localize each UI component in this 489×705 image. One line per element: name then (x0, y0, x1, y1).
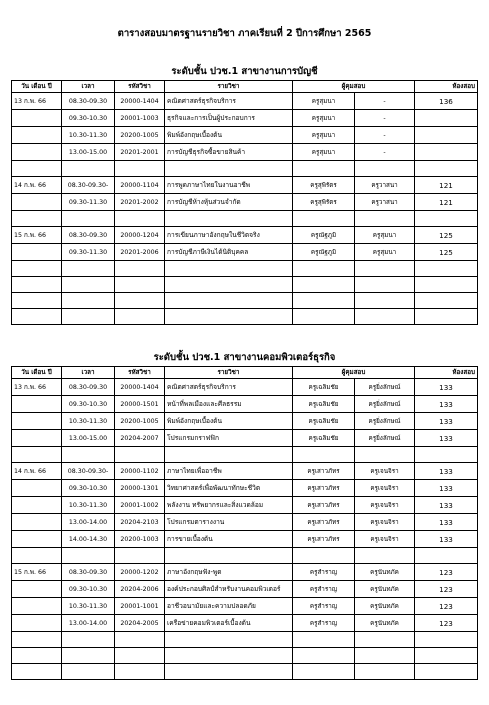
table-row (12, 93, 478, 110)
empty-cell (355, 548, 415, 564)
cell-date (12, 531, 62, 548)
cell-proctor-2: ครูเจนจิรา (355, 480, 415, 497)
blank-row (12, 211, 478, 227)
empty-cell (293, 309, 355, 325)
empty-cell (355, 261, 415, 277)
cell-code: 20201-2001 (115, 144, 165, 161)
cell-time: 10.30-11.30 (62, 598, 115, 615)
empty-cell (165, 648, 293, 664)
cell-code: 20204-2006 (115, 581, 165, 598)
cell-date: 15 ก.พ. 66 (12, 564, 62, 581)
cell-subject: เครือข่ายคอมพิวเตอร์เบื้องต้น (165, 615, 293, 632)
empty-cell (355, 293, 415, 309)
empty-cell (165, 632, 293, 648)
table-body (12, 379, 478, 680)
cell-code: 20201-2006 (115, 244, 165, 261)
cell-room: 123 (415, 598, 478, 615)
cell-room: 133 (415, 480, 478, 497)
cell-date (12, 615, 62, 632)
cell-code: 20204-2007 (115, 430, 165, 447)
cell-proctor-2: ครูเจนจิรา (355, 514, 415, 531)
cell-time: 13.00-14.00 (62, 514, 115, 531)
empty-cell (62, 664, 115, 680)
section-title-accounting: ระดับชั้น ปวช.1 สาขางานการบัญชี (171, 66, 318, 77)
cell-proctor-2: - (355, 110, 415, 127)
empty-cell (355, 648, 415, 664)
empty-cell (115, 548, 165, 564)
cell-subject: ธุรกิจและการเป็นผู้ประกอบการ (165, 110, 293, 127)
cell-proctor-2: ครูสุมนา (355, 244, 415, 261)
table-row (12, 615, 478, 632)
header-room: ห้องสอบ (415, 81, 478, 93)
empty-cell (12, 632, 62, 648)
cell-room: 125 (415, 227, 478, 244)
cell-proctor-1: ครูสุมนา (293, 144, 355, 161)
cell-room (415, 144, 478, 161)
blank-row (12, 293, 478, 309)
exam-table-accounting (11, 80, 478, 325)
cell-code: 20204-2005 (115, 615, 165, 632)
cell-proctor-2: ครูนันทภัค (355, 581, 415, 598)
cell-proctor-1: ครูสำราญ (293, 564, 355, 581)
cell-room: 123 (415, 615, 478, 632)
blank-row (12, 447, 478, 463)
header-subject: รายวิชา (165, 81, 293, 93)
cell-code: 20000-1404 (115, 93, 165, 110)
empty-cell (165, 447, 293, 463)
table-row (12, 480, 478, 497)
empty-cell (115, 632, 165, 648)
empty-cell (12, 211, 62, 227)
cell-date (12, 598, 62, 615)
table-row (12, 177, 478, 194)
empty-cell (165, 211, 293, 227)
cell-time: 09.30-10.30 (62, 396, 115, 413)
table-row (12, 514, 478, 531)
empty-cell (293, 261, 355, 277)
cell-room: 136 (415, 93, 478, 110)
table-row (12, 379, 478, 396)
cell-room: 133 (415, 396, 478, 413)
cell-room: 133 (415, 497, 478, 514)
cell-date (12, 480, 62, 497)
empty-cell (12, 648, 62, 664)
cell-time: 09.30-10.30 (62, 581, 115, 598)
cell-proctor-1: ครูสุพิรัตร (293, 194, 355, 211)
cell-code: 20200-1003 (115, 531, 165, 548)
cell-subject: การเขียนภาษาอังกฤษในชีวิตจริง (165, 227, 293, 244)
table-row (12, 244, 478, 261)
cell-code: 20000-1501 (115, 396, 165, 413)
cell-proctor-2: ครูยิ่งลักษณ์ (355, 430, 415, 447)
empty-cell (415, 664, 478, 680)
cell-date: 13 ก.พ. 66 (12, 379, 62, 396)
table-row (12, 144, 478, 161)
empty-cell (12, 664, 62, 680)
table-header-row (12, 81, 478, 93)
empty-cell (115, 261, 165, 277)
cell-code: 20001-1002 (115, 497, 165, 514)
cell-time: 10.30-11.30 (62, 413, 115, 430)
cell-subject: วิทยาศาสตร์เพื่อพัฒนาทักษะชีวิต (165, 480, 293, 497)
cell-proctor-1: ครูเฉลิมชัย (293, 413, 355, 430)
cell-code: 20001-1003 (115, 110, 165, 127)
cell-subject: พิมพ์อังกฤษเบื้องต้น (165, 413, 293, 430)
cell-room: 121 (415, 194, 478, 211)
cell-time: 08.30-09.30 (62, 227, 115, 244)
header-proctor: ผู้คุมสอบ (293, 81, 415, 93)
empty-cell (115, 161, 165, 177)
cell-code: 20201-2002 (115, 194, 165, 211)
cell-time: 10.30-11.30 (62, 127, 115, 144)
empty-cell (62, 447, 115, 463)
empty-cell (12, 548, 62, 564)
table-row (12, 413, 478, 430)
cell-room: 123 (415, 581, 478, 598)
cell-time: 08.30-09.30- (62, 463, 115, 480)
cell-time: 10.30-11.30 (62, 497, 115, 514)
cell-date (12, 396, 62, 413)
empty-cell (12, 261, 62, 277)
cell-subject: การขายเบื้องต้น (165, 531, 293, 548)
header-room: ห้องสอบ (415, 367, 478, 379)
cell-subject: คณิตศาสตร์ธุรกิจบริการ (165, 379, 293, 396)
empty-cell (415, 277, 478, 293)
cell-time: 08.30-09.30 (62, 379, 115, 396)
cell-proctor-1: ครูเสาวภัทร (293, 497, 355, 514)
cell-date (12, 127, 62, 144)
empty-cell (62, 632, 115, 648)
table-row (12, 110, 478, 127)
empty-cell (293, 277, 355, 293)
cell-proctor-1: ครูเสาวภัทร (293, 463, 355, 480)
exam-table-computer-business (11, 366, 478, 680)
cell-subject: องค์ประกอบศิลป์สำหรับงานคอมพิวเตอร์ (165, 581, 293, 598)
empty-cell (355, 447, 415, 463)
empty-cell (62, 161, 115, 177)
blank-row (12, 161, 478, 177)
cell-time: 08.30-09.30- (62, 177, 115, 194)
cell-code: 20001-1001 (115, 598, 165, 615)
cell-room: 133 (415, 430, 478, 447)
cell-code: 20000-1301 (115, 480, 165, 497)
empty-cell (415, 309, 478, 325)
header-date: วัน เดือน ปี (12, 81, 62, 93)
page-title: ตารางสอบมาตรฐานรายวิชา ภาคเรียนที่ 2 ปีการศึกษา 2565 (117, 28, 372, 39)
empty-cell (115, 309, 165, 325)
cell-time: 09.30-11.30 (62, 194, 115, 211)
cell-code: 20200-1005 (115, 413, 165, 430)
cell-time: 14.00-14.30 (62, 531, 115, 548)
empty-cell (293, 447, 355, 463)
empty-cell (62, 261, 115, 277)
empty-cell (415, 261, 478, 277)
empty-cell (293, 293, 355, 309)
empty-cell (293, 664, 355, 680)
cell-date: 15 ก.พ. 66 (12, 227, 62, 244)
empty-cell (355, 277, 415, 293)
table-row (12, 531, 478, 548)
cell-proctor-1: ครูสุมนา (293, 127, 355, 144)
empty-cell (165, 293, 293, 309)
blank-row (12, 632, 478, 648)
empty-cell (12, 161, 62, 177)
cell-proctor-1: ครูสุพิรัตร (293, 177, 355, 194)
cell-subject: พิมพ์อังกฤษเบื้องต้น (165, 127, 293, 144)
empty-cell (293, 548, 355, 564)
blank-row (12, 277, 478, 293)
header-subject: รายวิชา (165, 367, 293, 379)
cell-room: 133 (415, 413, 478, 430)
blank-row (12, 261, 478, 277)
cell-proctor-1: ครูสุมนา (293, 93, 355, 110)
cell-time: 09.30-10.30 (62, 480, 115, 497)
empty-cell (12, 447, 62, 463)
empty-cell (115, 664, 165, 680)
cell-date (12, 430, 62, 447)
table-row (12, 430, 478, 447)
cell-proctor-1: ครูณัฐภูมิ (293, 244, 355, 261)
header-code: รหัสวิชา (115, 367, 165, 379)
cell-room: 133 (415, 463, 478, 480)
empty-cell (293, 211, 355, 227)
empty-cell (62, 648, 115, 664)
empty-cell (355, 161, 415, 177)
cell-proctor-1: ครูสำราญ (293, 615, 355, 632)
cell-subject: อาชีวอนามัยและความปลอดภัย (165, 598, 293, 615)
cell-room: 133 (415, 379, 478, 396)
cell-time: 08.30-09.30 (62, 93, 115, 110)
table-row (12, 564, 478, 581)
table-row (12, 497, 478, 514)
cell-subject: โปรแกรมตารางงาน (165, 514, 293, 531)
empty-cell (415, 211, 478, 227)
table-row (12, 227, 478, 244)
cell-time: 08.30-09.30 (62, 564, 115, 581)
empty-cell (115, 447, 165, 463)
blank-row (12, 309, 478, 325)
cell-subject: การพูดภาษาไทยในงานอาชีพ (165, 177, 293, 194)
cell-subject: การบัญชีห้างหุ้นส่วนจำกัด (165, 194, 293, 211)
table-header-row (12, 367, 478, 379)
cell-code: 20200-1005 (115, 127, 165, 144)
cell-proctor-2: ครูเจนจิรา (355, 463, 415, 480)
cell-date (12, 110, 62, 127)
cell-room: 123 (415, 564, 478, 581)
cell-date (12, 514, 62, 531)
cell-date (12, 413, 62, 430)
cell-date (12, 244, 62, 261)
empty-cell (415, 447, 478, 463)
cell-room: 133 (415, 531, 478, 548)
cell-subject: ภาษาไทยเพื่ออาชีพ (165, 463, 293, 480)
header-code: รหัสวิชา (115, 81, 165, 93)
cell-room: 121 (415, 177, 478, 194)
cell-room (415, 110, 478, 127)
cell-room: 125 (415, 244, 478, 261)
cell-proctor-2: ครูวาสนา (355, 194, 415, 211)
cell-proctor-1: ครูเฉลิมชัย (293, 396, 355, 413)
cell-proctor-2: - (355, 93, 415, 110)
cell-code: 20000-1204 (115, 227, 165, 244)
empty-cell (415, 648, 478, 664)
cell-proctor-2: ครูยิ่งลักษณ์ (355, 396, 415, 413)
table-row (12, 463, 478, 480)
cell-date (12, 497, 62, 514)
cell-proctor-2: ครูเจนจิรา (355, 531, 415, 548)
cell-proctor-2: ครูยิ่งลักษณ์ (355, 413, 415, 430)
empty-cell (165, 277, 293, 293)
empty-cell (415, 548, 478, 564)
cell-proctor-2: ครูสุมนา (355, 227, 415, 244)
empty-cell (165, 261, 293, 277)
empty-cell (293, 648, 355, 664)
empty-cell (415, 161, 478, 177)
empty-cell (62, 211, 115, 227)
cell-time: 09.30-10.30 (62, 110, 115, 127)
cell-time: 13.00-15.00 (62, 430, 115, 447)
cell-proctor-2: ครูนันทภัค (355, 615, 415, 632)
table-body (12, 93, 478, 325)
cell-proctor-2: - (355, 144, 415, 161)
table-row (12, 396, 478, 413)
empty-cell (62, 293, 115, 309)
cell-subject: ภาษาอังกฤษฟัง-พูด (165, 564, 293, 581)
empty-cell (115, 277, 165, 293)
cell-proctor-2: ครูยิ่งลักษณ์ (355, 379, 415, 396)
cell-subject: การบัญชีภาษีเงินได้นิติบุคคล (165, 244, 293, 261)
cell-date (12, 581, 62, 598)
empty-cell (165, 548, 293, 564)
empty-cell (115, 293, 165, 309)
cell-subject: พลังงาน ทรัพยากรและสิ่งแวดล้อม (165, 497, 293, 514)
cell-proctor-1: ครูเสาวภัทร (293, 531, 355, 548)
empty-cell (293, 161, 355, 177)
cell-subject: คณิตศาสตร์ธุรกิจบริการ (165, 93, 293, 110)
empty-cell (115, 648, 165, 664)
blank-row (12, 548, 478, 564)
empty-cell (415, 632, 478, 648)
cell-subject: การบัญชีธุรกิจซื้อขายสินค้า (165, 144, 293, 161)
cell-time: 13.00-15.00 (62, 144, 115, 161)
cell-proctor-2: ครูวาสนา (355, 177, 415, 194)
cell-code: 20000-1102 (115, 463, 165, 480)
empty-cell (415, 293, 478, 309)
cell-date: 13 ก.พ. 66 (12, 93, 62, 110)
cell-proctor-1: ครูเฉลิมชัย (293, 379, 355, 396)
table-row (12, 581, 478, 598)
cell-room (415, 127, 478, 144)
blank-row (12, 664, 478, 680)
cell-room: 133 (415, 514, 478, 531)
empty-cell (12, 309, 62, 325)
table-row (12, 127, 478, 144)
empty-cell (12, 277, 62, 293)
cell-date (12, 194, 62, 211)
cell-proctor-2: - (355, 127, 415, 144)
cell-proctor-2: ครูเจนจิรา (355, 497, 415, 514)
cell-time: 09.30-11.30 (62, 244, 115, 261)
cell-proctor-1: ครูสำราญ (293, 581, 355, 598)
header-date: วัน เดือน ปี (12, 367, 62, 379)
empty-cell (165, 664, 293, 680)
empty-cell (355, 211, 415, 227)
cell-proctor-1: ครูเฉลิมชัย (293, 430, 355, 447)
cell-proctor-1: ครูเสาวภัทร (293, 480, 355, 497)
cell-proctor-2: ครูนันทภัค (355, 598, 415, 615)
cell-proctor-1: ครูณัฐภูมิ (293, 227, 355, 244)
cell-date: 14 ก.พ. 66 (12, 177, 62, 194)
table-row (12, 598, 478, 615)
empty-cell (165, 161, 293, 177)
section-title-computer-business: ระดับชั้น ปวช.1 สาขางานคอมพิวเตอร์ธุรกิจ (153, 352, 336, 363)
cell-proctor-1: ครูเสาวภัทร (293, 514, 355, 531)
cell-code: 20000-1404 (115, 379, 165, 396)
header-time: เวลา (62, 81, 115, 93)
header-time: เวลา (62, 367, 115, 379)
cell-code: 20000-1104 (115, 177, 165, 194)
empty-cell (12, 293, 62, 309)
cell-proctor-2: ครูนันทภัค (355, 564, 415, 581)
empty-cell (62, 277, 115, 293)
empty-cell (293, 632, 355, 648)
cell-proctor-1: ครูสำราญ (293, 598, 355, 615)
cell-subject: หน้าที่พลเมืองและศีลธรรม (165, 396, 293, 413)
cell-date (12, 144, 62, 161)
cell-code: 20000-1202 (115, 564, 165, 581)
cell-code: 20204-2103 (115, 514, 165, 531)
cell-subject: โปรแกรมกราฟฟิก (165, 430, 293, 447)
cell-proctor-1: ครูสุมนา (293, 110, 355, 127)
blank-row (12, 648, 478, 664)
empty-cell (62, 548, 115, 564)
empty-cell (62, 309, 115, 325)
table-row (12, 194, 478, 211)
empty-cell (115, 211, 165, 227)
cell-date: 14 ก.พ. 66 (12, 463, 62, 480)
cell-time: 13.00-14.00 (62, 615, 115, 632)
header-proctor: ผู้คุมสอบ (293, 367, 415, 379)
empty-cell (355, 632, 415, 648)
empty-cell (355, 309, 415, 325)
empty-cell (165, 309, 293, 325)
empty-cell (355, 664, 415, 680)
